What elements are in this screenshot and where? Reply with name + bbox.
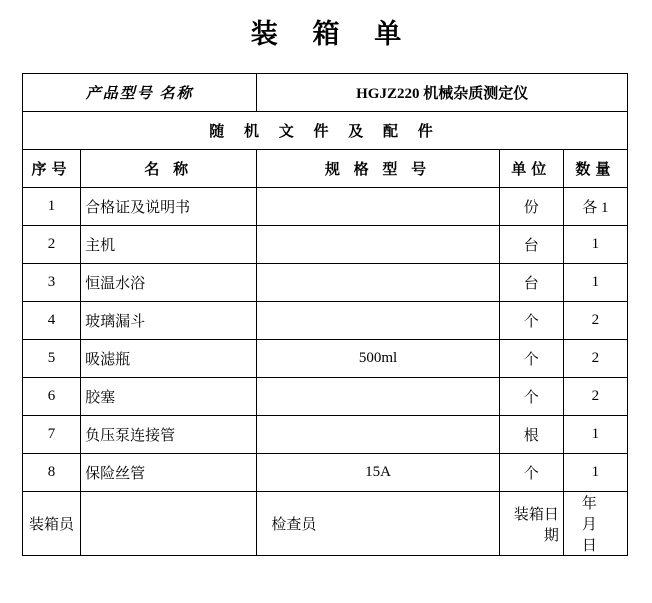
cell-qty: 2 bbox=[563, 340, 627, 378]
table-row bbox=[23, 454, 628, 492]
cell-no: 2 bbox=[23, 226, 81, 264]
cell-no: 3 bbox=[23, 264, 81, 302]
table-row bbox=[23, 378, 628, 416]
cell-unit: 份 bbox=[499, 188, 563, 226]
table-row bbox=[23, 302, 628, 340]
cell-qty: 1 bbox=[563, 416, 627, 454]
cell-no: 8 bbox=[23, 454, 81, 492]
table-row-model bbox=[23, 74, 628, 112]
section-title: 随 机 文 件 及 配 件 bbox=[23, 112, 628, 150]
cell-spec: 15A bbox=[257, 454, 499, 492]
cell-no: 1 bbox=[23, 188, 81, 226]
header-unit: 单位 bbox=[499, 150, 563, 188]
cell-unit: 个 bbox=[499, 340, 563, 378]
table-row bbox=[23, 340, 628, 378]
cell-qty: 各 1 bbox=[563, 188, 627, 226]
cell-unit: 个 bbox=[499, 302, 563, 340]
cell-spec bbox=[257, 302, 499, 340]
cell-spec bbox=[257, 264, 499, 302]
cell-qty: 1 bbox=[563, 454, 627, 492]
header-qty: 数量 bbox=[563, 150, 627, 188]
product-model-label: 产品型号 名称 bbox=[23, 74, 257, 112]
cell-qty: 2 bbox=[563, 378, 627, 416]
packing-list-table bbox=[22, 73, 628, 556]
cell-spec bbox=[257, 226, 499, 264]
cell-no: 5 bbox=[23, 340, 81, 378]
cell-name: 保险丝管 bbox=[81, 454, 257, 492]
footer-date-label: 装箱日期 bbox=[499, 492, 563, 556]
cell-name: 负压泵连接管 bbox=[81, 416, 257, 454]
header-spec: 规 格 型 号 bbox=[257, 150, 499, 188]
cell-spec: 500ml bbox=[257, 340, 499, 378]
cell-unit: 个 bbox=[499, 454, 563, 492]
cell-name: 恒温水浴 bbox=[81, 264, 257, 302]
cell-unit: 根 bbox=[499, 416, 563, 454]
cell-name: 胶塞 bbox=[81, 378, 257, 416]
cell-name: 主机 bbox=[81, 226, 257, 264]
table-row bbox=[23, 188, 628, 226]
header-name: 名 称 bbox=[81, 150, 257, 188]
footer-packer-label: 装箱员 bbox=[23, 492, 81, 556]
cell-spec bbox=[257, 416, 499, 454]
cell-unit: 台 bbox=[499, 264, 563, 302]
footer-inspector-label: 检查员 bbox=[257, 492, 499, 556]
page-title: 装 箱 单 bbox=[250, 19, 416, 49]
table-footer-row bbox=[23, 492, 628, 556]
table-row bbox=[23, 264, 628, 302]
table-row-section-title bbox=[23, 112, 628, 150]
footer-date-value[interactable]: 年 月 日 bbox=[563, 492, 627, 556]
cell-no: 7 bbox=[23, 416, 81, 454]
cell-no: 4 bbox=[23, 302, 81, 340]
cell-unit: 台 bbox=[499, 226, 563, 264]
cell-unit: 个 bbox=[499, 378, 563, 416]
table-row bbox=[23, 226, 628, 264]
cell-spec bbox=[257, 188, 499, 226]
cell-name: 玻璃漏斗 bbox=[81, 302, 257, 340]
cell-name: 合格证及说明书 bbox=[81, 188, 257, 226]
cell-qty: 1 bbox=[563, 264, 627, 302]
product-model-value: HGJZ220 机械杂质测定仪 bbox=[257, 74, 628, 112]
header-no: 序号 bbox=[23, 150, 81, 188]
table-header-row bbox=[23, 150, 628, 188]
cell-qty: 2 bbox=[563, 302, 627, 340]
cell-name: 吸滤瓶 bbox=[81, 340, 257, 378]
cell-spec bbox=[257, 378, 499, 416]
table-row bbox=[23, 416, 628, 454]
footer-packer-value[interactable] bbox=[81, 492, 257, 556]
cell-qty: 1 bbox=[563, 226, 627, 264]
cell-no: 6 bbox=[23, 378, 81, 416]
